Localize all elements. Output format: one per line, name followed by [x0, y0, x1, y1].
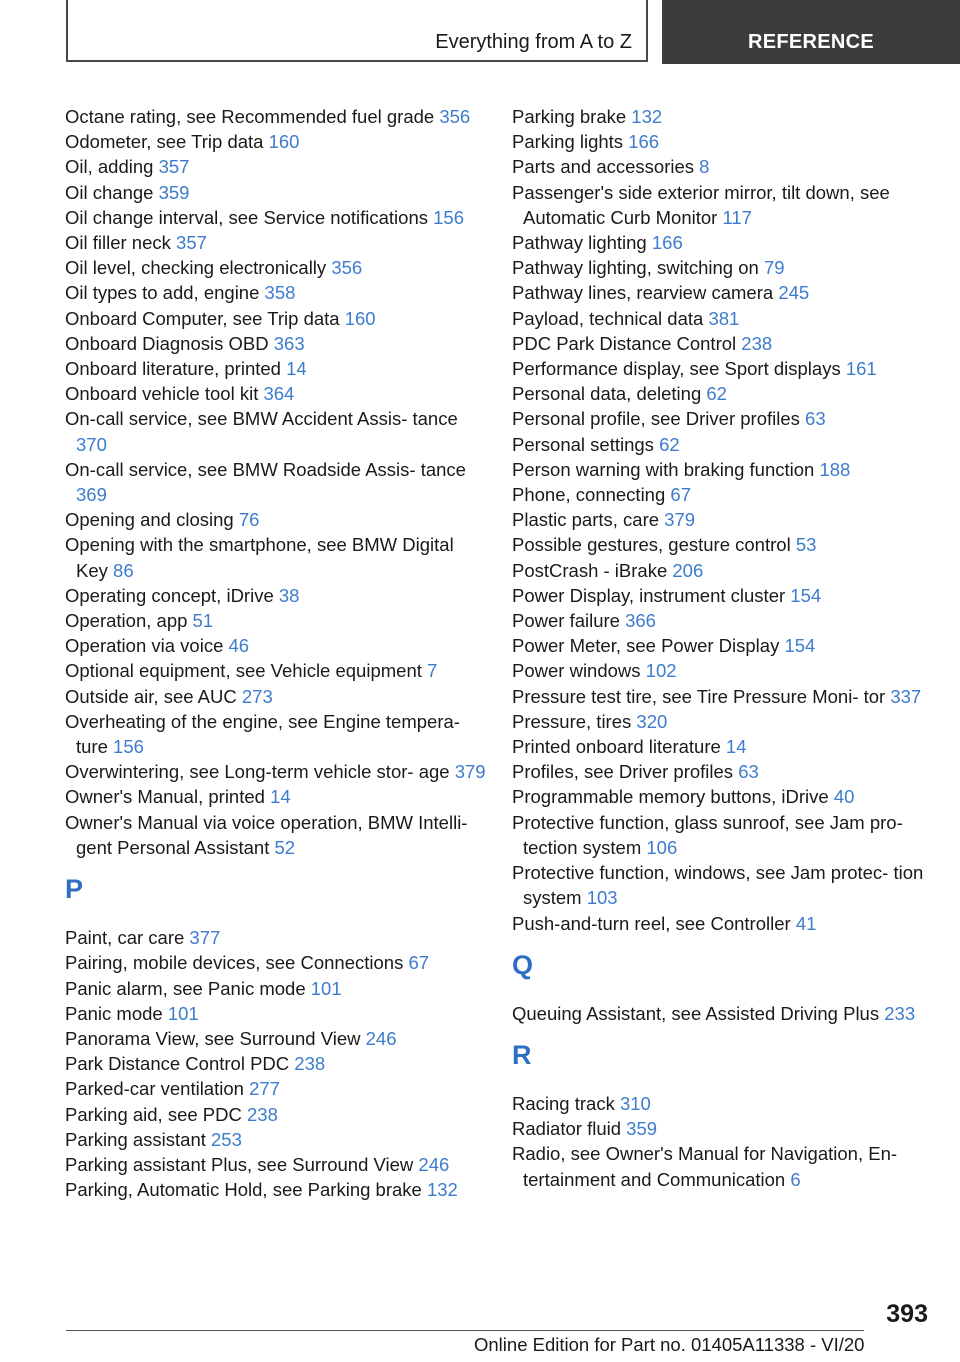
entry-term: Owner's Manual via voice operation, BMW Intelli- gent Personal Assistant — [65, 811, 468, 858]
page-reference-link[interactable]: 238 — [247, 1103, 278, 1125]
index-entry — [512, 1091, 932, 1116]
entry-term: Personal profile, see Driver profiles — [512, 408, 800, 430]
page-reference-link[interactable]: 238 — [741, 332, 773, 354]
index-entry — [512, 280, 932, 305]
page-reference-link[interactable]: 246 — [418, 1153, 450, 1175]
entry-term: Pathway lighting, switching on — [512, 257, 759, 279]
index-entry — [65, 759, 490, 784]
entry-term: Plastic parts, care — [512, 509, 660, 531]
page-reference-link[interactable]: 337 — [890, 685, 922, 707]
entry-term: On-call service, see BMW Accident Assis- tance — [65, 408, 458, 430]
index-entry — [512, 1001, 932, 1026]
page-reference-link[interactable]: 245 — [778, 282, 810, 304]
page-reference-link[interactable]: 310 — [619, 1092, 651, 1114]
index-entry — [65, 925, 490, 950]
entry-term: Overwintering, see Long-term vehicle stor- age — [65, 761, 450, 783]
page-reference-link[interactable]: 246 — [365, 1027, 397, 1049]
entry-term: Oil types to add, engine — [65, 282, 260, 304]
footer-divider — [66, 1330, 864, 1331]
entry-term: Operating concept, iDrive — [65, 584, 274, 606]
page-reference-link[interactable]: 366 — [625, 610, 656, 632]
entry-term: Odometer, see Trip data — [65, 131, 264, 153]
entry-term: Parts and accessories — [512, 156, 695, 178]
entry-term: Optional equipment, see Vehicle equipment — [65, 660, 422, 682]
page-reference-link[interactable]: 79 — [763, 257, 785, 279]
index-entry — [65, 154, 490, 179]
index-entry — [512, 457, 932, 482]
entry-term: Push-and-turn reel, see Controller — [512, 912, 791, 934]
page-reference-link[interactable]: 156 — [113, 736, 144, 758]
page-reference-link[interactable]: 357 — [158, 156, 190, 178]
entry-term: Performance display, see Sport displays — [512, 358, 841, 380]
index-entry — [512, 709, 932, 734]
index-entry — [65, 1051, 490, 1076]
entry-term: Parking assistant — [65, 1128, 206, 1150]
page-reference-link[interactable]: 377 — [189, 927, 221, 949]
page-reference-link[interactable]: 160 — [268, 131, 300, 153]
page-reference-link[interactable]: 154 — [790, 584, 822, 606]
page-reference-link[interactable]: 40 — [833, 786, 855, 808]
entry-term: Radio, see Owner's Manual for Navigation, En- tertainment and Communication — [512, 1143, 898, 1190]
page-reference-link[interactable]: 166 — [628, 131, 660, 153]
page-reference-link[interactable]: 41 — [795, 912, 817, 934]
entry-term: PostCrash - iBrake — [512, 559, 668, 581]
page-reference-link[interactable]: 63 — [738, 761, 759, 783]
page-reference-link[interactable]: 86 — [113, 559, 134, 581]
page-reference-link[interactable]: 132 — [631, 106, 663, 127]
index-entry — [65, 784, 490, 809]
page-reference-link[interactable]: 188 — [819, 458, 851, 480]
entry-term: Pairing, mobile devices, see Connections — [65, 952, 404, 974]
index-entry — [512, 104, 932, 129]
header-section-box — [66, 0, 648, 62]
index-entry — [512, 608, 932, 633]
index-entry — [512, 810, 932, 860]
page-reference-link[interactable]: 379 — [664, 509, 696, 531]
entry-term: Power Meter, see Power Display — [512, 635, 780, 657]
index-entry — [65, 1177, 490, 1202]
page-reference-link[interactable]: 102 — [645, 660, 677, 682]
letter-heading: R — [512, 1039, 532, 1070]
entry-term: Panorama View, see Surround View — [65, 1027, 361, 1049]
page-reference-link[interactable]: 154 — [784, 635, 816, 657]
index-column-left — [65, 104, 490, 1202]
entry-term: Racing track — [512, 1092, 615, 1114]
index-entry — [512, 558, 932, 583]
page-reference-link[interactable]: 76 — [238, 509, 260, 531]
index-entry — [512, 684, 932, 709]
page-reference-link[interactable]: 357 — [176, 232, 207, 254]
index-entry — [65, 658, 490, 683]
index-entry — [512, 406, 932, 431]
index-entry — [512, 180, 932, 230]
entry-term: Panic alarm, see Panic mode — [65, 977, 306, 999]
entry-term: Phone, connecting — [512, 484, 666, 506]
index-entry — [512, 432, 932, 457]
index-entry — [65, 255, 490, 280]
index-entry — [512, 759, 932, 784]
page-reference-link[interactable]: 273 — [241, 685, 273, 707]
entry-term: Queuing Assistant, see Assisted Driving Plus — [512, 1002, 880, 1024]
entry-term: Outside air, see AUC — [65, 685, 237, 707]
index-entry — [65, 1102, 490, 1127]
index-entry — [512, 734, 932, 759]
page-reference-link[interactable]: 381 — [708, 307, 740, 329]
page-reference-link[interactable]: 62 — [659, 433, 680, 455]
page-reference-link[interactable]: 62 — [706, 383, 727, 405]
page-reference-link[interactable]: 233 — [884, 1002, 916, 1024]
page-reference-link[interactable]: 238 — [294, 1053, 326, 1075]
index-entry — [512, 331, 932, 356]
index-entry — [65, 331, 490, 356]
page-reference-link[interactable]: 6 — [790, 1168, 801, 1190]
entry-term: Opening with the smartphone, see BMW Digital Key — [65, 534, 454, 581]
page-reference-link[interactable]: 101 — [310, 977, 342, 999]
page-reference-link[interactable]: 363 — [273, 332, 305, 354]
chapter-label: REFERENCE — [747, 31, 875, 53]
index-entry — [512, 381, 932, 406]
index-entry — [65, 507, 490, 532]
index-entry — [65, 356, 490, 381]
entry-term: Paint, car care — [65, 927, 185, 949]
entry-term: Oil, adding — [65, 156, 154, 178]
entry-term: Oil change interval, see Service notifications — [65, 206, 428, 228]
index-entry — [512, 860, 932, 910]
page-reference-link[interactable]: 117 — [722, 206, 752, 228]
index-column-right — [512, 104, 932, 1192]
entry-term: Overheating of the engine, see Engine tempera- ture — [65, 710, 460, 758]
page-reference-link[interactable]: 14 — [270, 786, 291, 808]
page-reference-link[interactable]: 14 — [725, 736, 747, 758]
index-entry — [65, 1001, 490, 1026]
page-reference-link[interactable]: 67 — [670, 484, 691, 506]
entry-term: Onboard vehicle tool kit — [65, 383, 259, 405]
entry-term: Possible gestures, gesture control — [512, 534, 791, 556]
entry-term: Power failure — [512, 610, 620, 632]
index-entry — [65, 1076, 490, 1101]
page-reference-link[interactable]: 253 — [211, 1128, 242, 1150]
page-reference-link[interactable]: 370 — [76, 433, 107, 455]
index-entry — [512, 129, 932, 154]
index-entry — [65, 230, 490, 255]
index-entry — [65, 684, 490, 709]
entry-term: PDC Park Distance Control — [512, 332, 737, 354]
entry-term: Operation, app — [65, 610, 188, 632]
index-entry — [65, 608, 490, 633]
index-entry — [65, 976, 490, 1001]
entry-term: Pressure test tire, see Tire Pressure Moni- tor — [512, 685, 886, 707]
page-reference-link[interactable]: 14 — [286, 358, 307, 380]
page-reference-link[interactable]: 206 — [672, 559, 704, 581]
page-reference-link[interactable]: 132 — [426, 1179, 458, 1201]
page-reference-link[interactable]: 356 — [439, 106, 471, 127]
index-entry — [512, 784, 932, 809]
index-entry — [65, 1152, 490, 1177]
entry-term: Parking lights — [512, 131, 624, 153]
index-entry — [512, 154, 932, 179]
page-number: 393 — [886, 1300, 928, 1328]
entry-term: Printed onboard literature — [512, 736, 721, 758]
entry-term: Pathway lines, rearview camera — [512, 282, 774, 304]
entry-term: Oil filler neck — [65, 232, 171, 254]
index-entry — [65, 457, 490, 507]
page-reference-link[interactable]: 51 — [192, 610, 214, 632]
index-entry — [65, 1127, 490, 1152]
entry-term: Power Display, instrument cluster — [512, 584, 786, 606]
entry-term: Passenger's side exterior mirror, tilt down, see Automatic Curb Monitor — [512, 181, 890, 228]
index-entry — [512, 356, 932, 381]
page-reference-link[interactable]: 320 — [636, 710, 668, 732]
page-reference-link[interactable]: 160 — [344, 307, 376, 329]
entry-term: Pathway lighting — [512, 232, 647, 254]
page-reference-link[interactable]: 161 — [845, 358, 877, 380]
entry-term: Onboard literature, printed — [65, 358, 281, 380]
entry-term: Opening and closing — [65, 509, 234, 531]
index-entry — [65, 950, 490, 975]
index-entry — [512, 507, 932, 532]
index-entry — [512, 583, 932, 608]
index-entry — [65, 810, 490, 860]
index-entry — [65, 180, 490, 205]
entry-term: Radiator fluid — [512, 1118, 622, 1140]
page-reference-link[interactable]: 101 — [167, 1002, 199, 1024]
index-entry — [512, 1141, 932, 1191]
page-reference-link[interactable]: 277 — [249, 1078, 280, 1100]
page-reference-link[interactable]: 379 — [454, 761, 486, 783]
index-entry — [512, 306, 932, 331]
entry-term: Operation via voice — [65, 635, 224, 657]
entry-term: Onboard Diagnosis OBD — [65, 332, 269, 354]
page-reference-link[interactable]: 156 — [433, 206, 465, 228]
entry-term: Parking, Automatic Hold, see Parking brake — [65, 1179, 422, 1201]
entry-term: Parking aid, see PDC — [65, 1103, 242, 1125]
index-entry — [65, 104, 490, 129]
page-reference-link[interactable]: 67 — [408, 952, 430, 974]
page-reference-link[interactable]: 369 — [76, 484, 107, 506]
page-reference-link[interactable]: 358 — [264, 282, 296, 304]
section-title: Everything from A to Z — [435, 31, 632, 53]
letter-heading: Q — [512, 949, 534, 980]
index-entry — [65, 280, 490, 305]
index-entry — [65, 709, 490, 759]
index-entry — [65, 406, 490, 456]
entry-term: Park Distance Control PDC — [65, 1053, 290, 1075]
entry-term: Oil level, checking electronically — [65, 257, 327, 279]
entry-term: Personal data, deleting — [512, 383, 702, 405]
page-reference-link[interactable]: 103 — [586, 887, 618, 909]
index-entry — [65, 205, 490, 230]
page-reference-link[interactable]: 63 — [805, 408, 826, 430]
page-reference-link[interactable]: 8 — [699, 156, 710, 178]
index-entry — [65, 129, 490, 154]
entry-term: Programmable memory buttons, iDrive — [512, 786, 829, 808]
index-entry — [512, 658, 932, 683]
entry-term: Parking brake — [512, 106, 627, 127]
entry-term: Payload, technical data — [512, 307, 704, 329]
page-reference-link[interactable]: 356 — [331, 257, 363, 279]
entry-term: Protective function, windows, see Jam protec- tion system — [512, 862, 924, 909]
index-entry — [65, 1026, 490, 1051]
entry-term: Oil change — [65, 181, 154, 203]
entry-term: Panic mode — [65, 1002, 163, 1024]
entry-term: Pressure, tires — [512, 710, 632, 732]
page-reference-link[interactable]: 166 — [651, 232, 683, 254]
index-entry — [512, 230, 932, 255]
page-reference-link[interactable]: 38 — [278, 584, 300, 606]
entry-term: Onboard Computer, see Trip data — [65, 307, 340, 329]
edition-footer: Online Edition for Part no. 01405A11338 - VI/20 — [474, 1334, 865, 1355]
page-reference-link[interactable]: 359 — [626, 1118, 658, 1140]
page-reference-link[interactable]: 106 — [646, 836, 678, 858]
entry-term: Profiles, see Driver profiles — [512, 761, 734, 783]
page-reference-link[interactable]: 46 — [228, 635, 250, 657]
page-reference-link[interactable]: 359 — [158, 181, 190, 203]
entry-term: Power windows — [512, 660, 641, 682]
entry-term: Protective function, glass sunroof, see Jam pro- tection system — [512, 811, 903, 858]
page-reference-link[interactable]: 7 — [427, 660, 438, 682]
index-entry — [512, 482, 932, 507]
index-entry — [512, 532, 932, 557]
index-entry — [512, 255, 932, 280]
entry-term: Person warning with braking function — [512, 458, 815, 480]
entry-term: Parking assistant Plus, see Surround View — [65, 1153, 414, 1175]
index-entry — [65, 306, 490, 331]
index-entry — [512, 911, 932, 936]
page-reference-link[interactable]: 52 — [274, 836, 296, 858]
index-entry — [65, 532, 490, 582]
index-entry — [512, 1116, 932, 1141]
index-entry — [65, 381, 490, 406]
entry-term: Parked-car ventilation — [65, 1078, 244, 1100]
index-entry — [65, 583, 490, 608]
chapter-tab — [662, 0, 960, 64]
page-reference-link[interactable]: 364 — [263, 383, 295, 405]
page-reference-link[interactable]: 53 — [795, 534, 817, 556]
entry-term: Owner's Manual, printed — [65, 786, 265, 808]
entry-term: Personal settings — [512, 433, 654, 455]
index-entry — [512, 633, 932, 658]
entry-term: Octane rating, see Recommended fuel grade — [65, 106, 435, 127]
index-entry — [65, 633, 490, 658]
entry-term: On-call service, see BMW Roadside Assis- tance — [65, 458, 466, 480]
letter-heading: P — [65, 874, 84, 905]
